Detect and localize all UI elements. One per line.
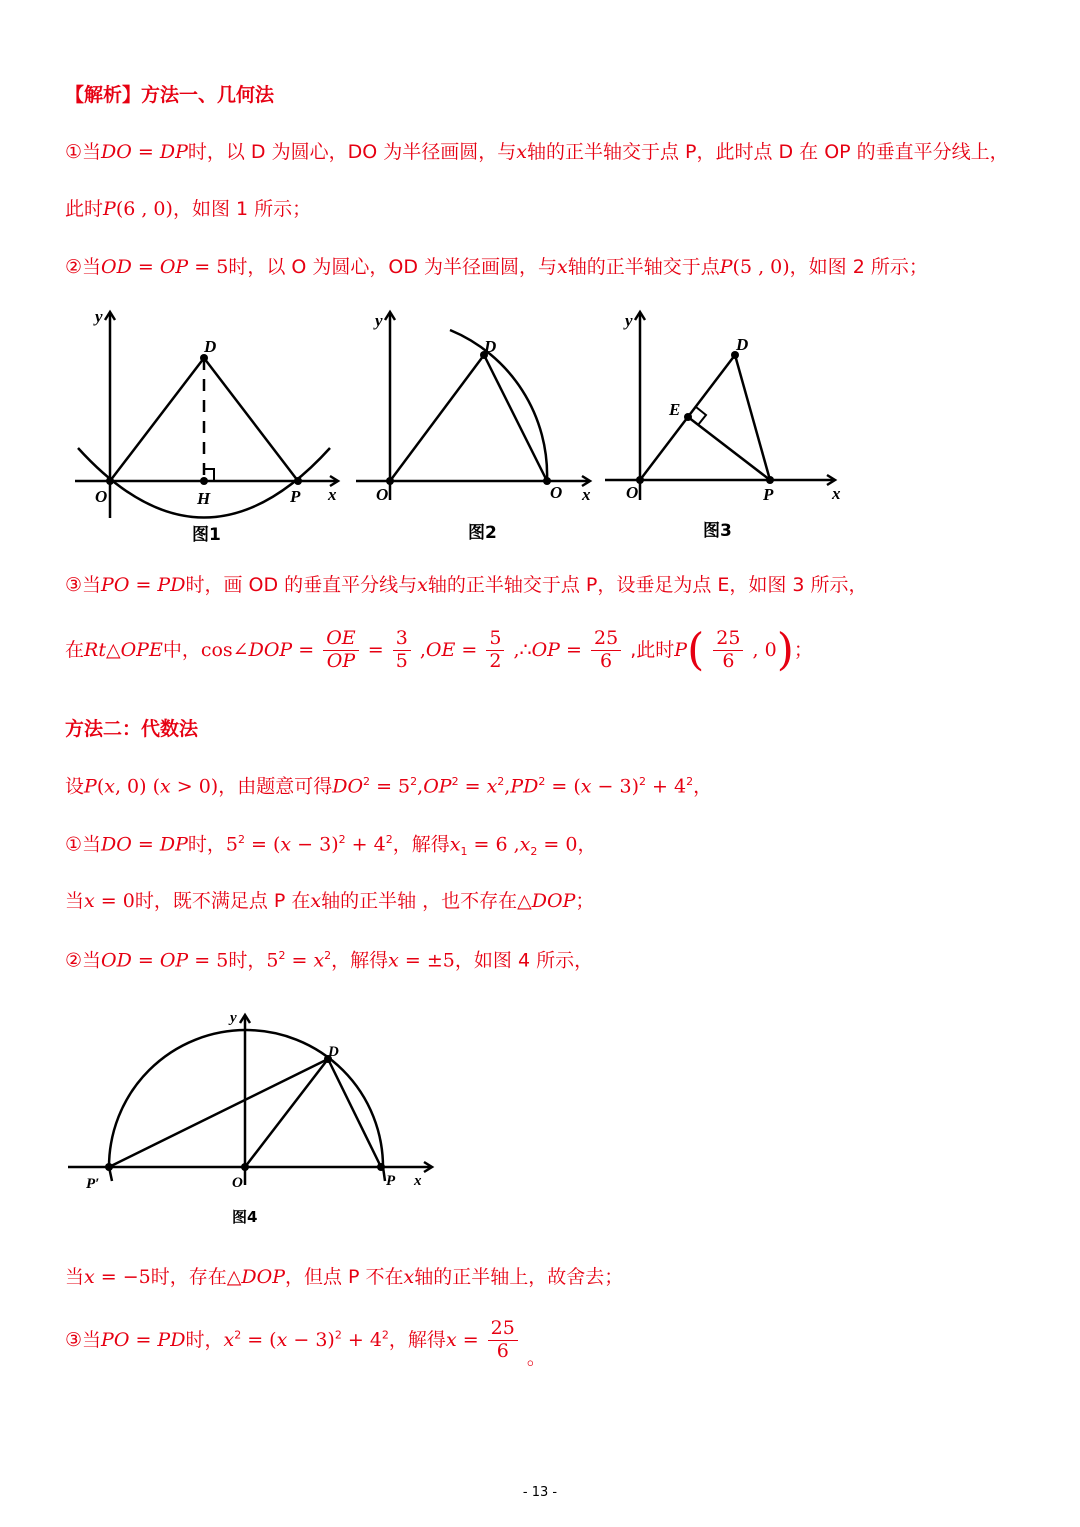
fraction-25-6-point: $\frac{25}{6}$ [713,628,743,673]
page-number: - 13 - [522,1485,558,1500]
fig1-caption: 图1 [192,525,221,545]
fig2-label-o-right: O [550,483,563,502]
fig2-y-label: y [375,311,383,330]
section-heading-geometric: 【解析】方法一、几何法 [65,84,275,106]
fraction-5-2: $\frac{5}{2}$ [486,628,504,673]
fraction-25-6-final: $\frac{25}{6}$ [488,1318,518,1363]
section-heading-algebraic: 方法二：代数法 [65,718,199,740]
figures-1-3 [60,300,860,555]
fig3-caption: 图3 [703,521,732,541]
solution-line-9: ②当OD = OP = 5时，$5^2 = x^2$，解得x = ±5，如图 4 所示， [65,949,594,972]
fig4-x-label: x [414,1173,422,1189]
fig4-caption: 图4 [232,1208,258,1226]
fig1-label-p: P [290,487,301,506]
solution-line-5: 在Rt△OPE中，cos∠DOP = $\frac{OE}{OP}$ = $\frac{3}{5}$ ,OE = $\frac{5}{2}$ ,∴OP = $\frac{25}{6}$ ,此时P( $\frac{25}{6}$ , 0)； [65,624,813,676]
fig2-label-d: D [484,337,497,356]
fig1-y-label: y [95,307,103,326]
figure-2 [356,312,590,500]
figure-4 [60,1000,440,1240]
fig4-label-p-prime: P′ [86,1176,100,1192]
fig1-label-h: H [197,489,211,508]
solution-line-11: ③当PO = PD时，$x^2 = (x - 3)^2 + 4^2$，解得x = $\frac{25}{6}$ 。 [65,1317,546,1369]
solution-line-10: 当x = −5时，存在△DOP，但点 P 不在x轴的正半轴上，故舍去； [65,1266,624,1288]
fig3-y-label: y [625,311,633,330]
fig3-label-d: D [736,335,749,354]
fig1-label-o: O [95,487,108,506]
solution-line-7: ①当DO = DP时，$5^2 = (x - 3)^2 + 4^2$，解得$x_1 = 6$ $,x_2 = 0$， [65,833,597,859]
fig4-label-o: O [232,1175,243,1191]
fig1-x-label: x [328,485,337,504]
fig3-x-label: x [832,484,841,503]
fraction-oe-op: $\frac{OE}{OP}$ [323,628,358,673]
solution-line-3: ②当OD = OP = 5时，以 O 为圆心，OD 为半径画圆，与x轴的正半轴交于点P(5 , 0)，如图 2 所示； [65,256,928,278]
fig1-label-d: D [204,337,217,356]
figure-3 [605,312,835,500]
fraction-3-5: $\frac{3}{5}$ [393,628,411,673]
solution-line-2: 此时P(6 , 0)，如图 1 所示； [65,198,312,220]
fig3-label-e: E [669,400,681,419]
fig2-caption: 图2 [468,523,497,543]
fig4-label-d: D [328,1044,339,1060]
fig3-label-o: O [626,483,639,502]
solution-line-8: 当x = 0时，既不满足点 P 在x轴的正半轴 ，也不存在△DOP； [65,890,595,912]
fig2-x-label: x [582,485,591,504]
fig4-y-label: y [230,1010,237,1026]
fig2-label-o: O [376,485,389,504]
fig3-label-p: P [763,485,774,504]
solution-line-6: 设P(x, 0) (x > 0)，由题意可得$DO^2 = 5^2,OP^2 = x^2,PD^2 = (x - 3)^2 + 4^2$， [65,775,713,798]
solution-line-4: ③当PO = PD时，画 OD 的垂直平分线与x轴的正半轴交于点 P，设垂足为点 E，如图 3 所示， [65,574,868,596]
solution-line-1: ①当DO = DP时，以 D 为圆心，DO 为半径画圆，与x轴的正半轴交于点 P，此时点 D 在 OP 的垂直平分线上， [65,141,1009,163]
fraction-25-6: $\frac{25}{6}$ [591,628,621,673]
fig4-label-p: P [386,1173,396,1189]
